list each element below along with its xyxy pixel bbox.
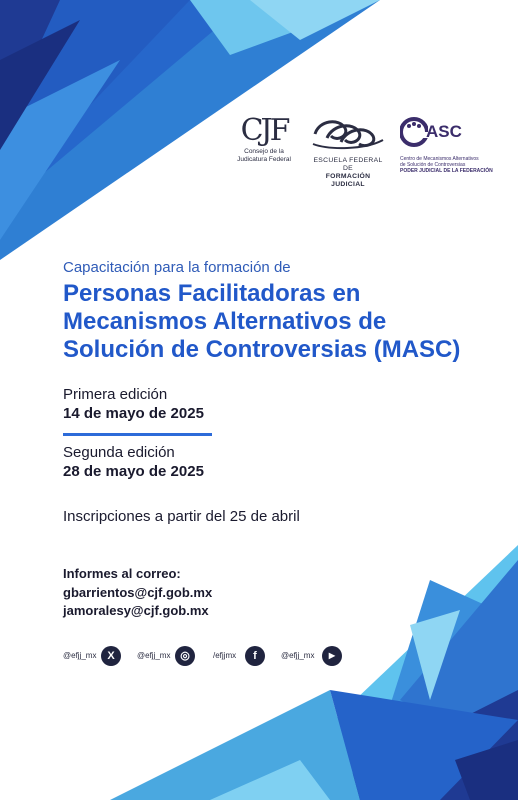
efjf-logo bbox=[309, 114, 387, 189]
registration-text: Inscripciones a partir del 25 de abril bbox=[63, 508, 300, 525]
instagram-icon[interactable]: ◎ bbox=[175, 646, 195, 666]
contact-heading: Informes al correo: bbox=[63, 566, 181, 581]
masc-line1: Centro de Mecanismos Alternativos bbox=[400, 156, 479, 162]
edition-1-label: Primera edición bbox=[63, 386, 168, 403]
masc-subtitle bbox=[400, 156, 500, 175]
efjf-line2: FORMACIÓN JUDICIAL bbox=[325, 173, 371, 188]
youtube-icon[interactable]: ▶ bbox=[322, 646, 342, 666]
masc-line3: PODER JUDICIAL DE LA FEDERACIÓN bbox=[400, 168, 493, 175]
logo-bar bbox=[0, 113, 518, 188]
title-line-3: Solución de Controversias (MASC) bbox=[63, 336, 461, 363]
cjf-logo bbox=[232, 114, 296, 164]
x-icon[interactable]: X bbox=[101, 646, 121, 666]
instagram-handle[interactable]: @efjj_mx bbox=[137, 651, 171, 660]
x-handle[interactable]: @efjj_mx bbox=[63, 651, 97, 660]
edition-2-date: 28 de mayo de 2025 bbox=[63, 463, 204, 480]
title-line-2: Mecanismos Alternativos de bbox=[63, 308, 387, 335]
cjf-mark: CJF bbox=[240, 113, 288, 148]
efjf-emblem-icon bbox=[309, 114, 387, 152]
masc-emblem-icon bbox=[400, 116, 428, 152]
facebook-handle[interactable]: /efjjmx bbox=[213, 651, 237, 660]
title-line-1: Personas Facilitadoras en bbox=[63, 280, 361, 307]
facebook-icon[interactable]: f bbox=[245, 646, 265, 666]
masc-line2: de Solución de Controversias bbox=[400, 162, 466, 169]
kicker-text: Capacitación para la formación de bbox=[63, 259, 291, 276]
edition-divider bbox=[63, 433, 212, 436]
masc-word: ASC bbox=[426, 122, 462, 141]
edition-2-label: Segunda edición bbox=[63, 444, 175, 461]
email-link-2[interactable]: jamoralesy@cjf.gob.mx bbox=[63, 603, 209, 618]
youtube-handle[interactable]: @efjj_mx bbox=[281, 651, 315, 660]
cjf-line2: Judicatura Federal bbox=[237, 156, 291, 163]
email-link-1[interactable]: gbarrientos@cjf.gob.mx bbox=[63, 585, 213, 600]
cjf-line1: Consejo de la bbox=[244, 148, 284, 155]
edition-1-date: 14 de mayo de 2025 bbox=[63, 405, 204, 422]
efjf-line1: ESCUELA FEDERAL DE bbox=[313, 157, 383, 172]
page-title bbox=[63, 280, 508, 364]
